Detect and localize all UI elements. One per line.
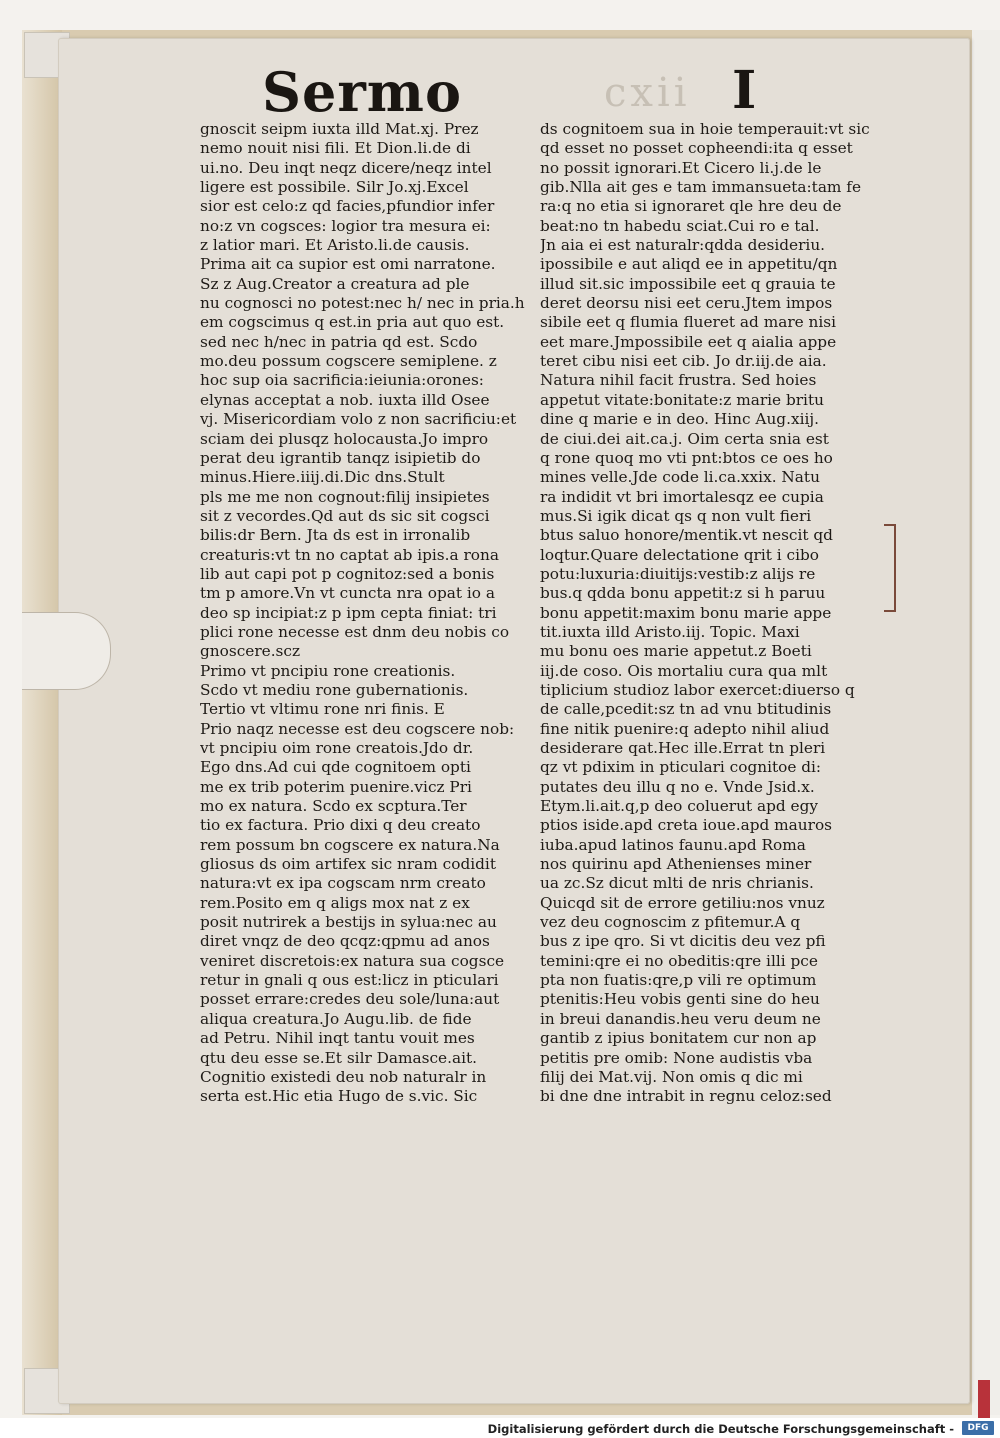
text-line: serta est.Hic etia Hugo de s.vic. Sic xyxy=(200,1087,478,1106)
text-line: eet mare.Jmpossibile eet q aialia appe xyxy=(540,332,837,351)
text-column-right xyxy=(540,120,880,1107)
text-line: ua zc.Sz dicut mlti de nris chrianis. xyxy=(540,874,814,893)
text-line: vez deu cognoscim z pfitemur.A q xyxy=(540,913,801,932)
text-line: qd esset no posset copheendi:ita q esset xyxy=(540,139,853,158)
text-line: deret deorsu nisi eet ceru.Jtem impos xyxy=(540,294,833,313)
text-line: tio ex factura. Prio dixi q deu creato xyxy=(200,816,481,835)
text-line: Ego dns.Ad cui qde cognitoem opti xyxy=(200,758,471,777)
text-line: sed nec h/nec in patria qd est. Scdo xyxy=(200,332,478,351)
text-line: pta non fuatis:qre,p vili re optimum xyxy=(540,971,817,990)
text-line: tit.iuxta illd Aristo.iij. Topic. Maxi xyxy=(540,622,800,641)
text-line: natura:vt ex ipa cogscam nrm creato xyxy=(200,874,486,893)
funding-credit: Digitalisierung gefördert durch die Deutsche Forschungsgemeinschaft - xyxy=(487,1422,954,1436)
text-line: Cognitio existedi deu nob naturalr in xyxy=(200,1067,487,1086)
text-line: sior est celo:z qd facies,pfundior infer xyxy=(200,197,495,216)
text-line: q rone quoq mo vti pnt:btos ce oes ho xyxy=(540,448,833,467)
text-line: posit nutrirek a bestijs in sylua:nec au xyxy=(200,913,497,932)
text-line: rem.Posito em q aligs mox nat z ex xyxy=(200,893,470,912)
text-line: qtu deu esse se.Et silr Damasce.ait. xyxy=(200,1048,477,1067)
text-line: tm p amore.Vn vt cuncta nra opat io a xyxy=(200,584,495,603)
text-line: ptios iside.apd creta ioue.apd mauros xyxy=(540,816,833,835)
text-line: nemo nouit nisi fili. Et Dion.li.de di xyxy=(200,139,471,158)
text-line: Etym.li.ait.q,p deo coluerut apd egy xyxy=(540,797,819,816)
text-line: minus.Hiere.iiij.di.Dic dns.Stult xyxy=(200,468,445,487)
bleed-through-text: cxii xyxy=(604,70,691,116)
page-heading: Sermo xyxy=(262,60,462,124)
text-line: bonu appetit:maxim bonu marie appe xyxy=(540,603,832,622)
text-line: plici rone necesse est dnm deu nobis co xyxy=(200,622,510,641)
text-line: iij.de coso. Ois mortaliu cura qua mlt xyxy=(540,661,828,680)
dfg-logo: DFG xyxy=(962,1421,994,1435)
text-line: sciam dei plusqz holocausta.Jo impro xyxy=(200,429,489,448)
text-line: ptenitis:Heu vobis genti sine do heu xyxy=(540,990,820,1009)
text-column-left xyxy=(200,120,540,1107)
text-line: mo ex natura. Scdo ex scptura.Ter xyxy=(200,797,467,816)
text-line: in breui danandis.heu veru deum ne xyxy=(540,1009,821,1028)
text-line: veniret discretois:ex natura sua cogsce xyxy=(200,951,505,970)
text-line: de ciui.dei ait.ca.j. Oim certa snia est xyxy=(540,429,829,448)
text-line: temini:qre ei no obeditis:qre illi pce xyxy=(540,951,818,970)
text-line: mu bonu oes marie appetut.z Boeti xyxy=(540,642,812,661)
text-line: Natura nihil facit frustra. Sed hoies xyxy=(540,371,817,390)
text-line: tiplicium studioz labor exercet:diuerso q xyxy=(540,680,855,699)
text-line: de calle,pcedit:sz tn ad vnu btitudinis xyxy=(540,700,832,719)
text-line: nu cognosci no potest:nec h/ nec in pria.h xyxy=(200,294,525,313)
text-line: bilis:dr Bern. Jta ds est in irronalib xyxy=(200,526,471,545)
text-line: dine q marie e in deo. Hinc Aug.xiij. xyxy=(540,410,819,429)
text-line: bus.q qdda bonu appetit:z si h paruu xyxy=(540,584,826,603)
text-line: no possit ignorari.Et Cicero li.j.de le xyxy=(540,158,822,177)
text-line: ra:q no etia si ignoraret qle hre deu de xyxy=(540,197,842,216)
text-line: Sz z Aug.Creator a creatura ad ple xyxy=(200,274,470,293)
text-line: ligere est possibile. Silr Jo.xj.Excel xyxy=(200,178,469,197)
text-line: gliosus ds oim artifex sic nram codidit xyxy=(200,855,496,874)
text-line: desiderare qat.Hec ille.Errat tn pleri xyxy=(540,739,826,757)
text-line: petitis pre omib: None audistis vba xyxy=(540,1048,813,1067)
text-line: pls me me non cognout:filij insipietes xyxy=(200,487,490,506)
text-line: vt pncipiu oim rone creatois.Jdo dr. xyxy=(200,739,474,757)
text-line: bi dne dne intrabit in regnu celoz:sed xyxy=(540,1087,832,1106)
text-line: z latior mari. Et Aristo.li.de causis. xyxy=(200,236,470,255)
text-line: ra indidit vt bri imortalesqz ee cupia xyxy=(540,487,824,506)
text-line: putates deu illu q no e. Vnde Jsid.x. xyxy=(540,777,815,796)
text-line: beat:no tn habedu sciat.Cui ro e tal. xyxy=(540,216,820,235)
text-line: fine nitik puenire:q adepto nihil aliud xyxy=(540,719,830,738)
text-line: appetut vitate:bonitate:z marie britu xyxy=(540,390,824,409)
text-line: gantib z ipius bonitatem cur non ap xyxy=(540,1029,817,1048)
text-line: ipossibile e aut aliqd ee in appetitu/qn xyxy=(540,255,838,274)
text-line: Scdo vt mediu rone gubernationis. xyxy=(200,680,469,699)
text-line: Primo vt pncipiu rone creationis. xyxy=(200,661,456,680)
text-line: me ex trib poterim puenire.vicz Pri xyxy=(200,777,472,796)
bookmark-ribbon xyxy=(978,1380,990,1418)
text-line: hoc sup oia sacrificia:ieiunia:orones: xyxy=(200,371,484,390)
text-line: illud sit.sic impossibile eet q grauia te xyxy=(540,274,836,293)
text-line: perat deu igrantib tanqz isipietib do xyxy=(200,448,481,467)
text-line: mus.Si igik dicat qs q non vult fieri xyxy=(540,506,812,525)
text-line: posset errare:credes deu sole/luna:aut xyxy=(200,990,500,1009)
text-line: btus saluo honore/mentik.vt nescit qd xyxy=(540,526,833,545)
right-margin-band xyxy=(972,30,1000,1415)
text-line: mo.deu possum cogscere semiplene. z xyxy=(200,352,497,371)
text-line: iuba.apud latinos faunu.apd Roma xyxy=(540,835,806,854)
folio-number: I xyxy=(732,60,757,121)
text-line: ad Petru. Nihil inqt tantu vouit mes xyxy=(200,1029,475,1048)
text-line: Prima ait ca supior est omi narratone. xyxy=(200,255,496,274)
text-line: Tertio vt vltimu rone nri finis. E xyxy=(200,700,445,719)
text-line: gnoscere.scz xyxy=(200,642,301,661)
text-line: filij dei Mat.vij. Non omis q dic mi xyxy=(540,1067,803,1086)
text-line: rem possum bn cogscere ex natura.Na xyxy=(200,835,500,854)
text-line: vj. Misericordiam volo z non sacrificiu:et xyxy=(200,410,517,429)
text-line: ds cognitoem sua in hoie temperauit:vt sic xyxy=(540,120,870,138)
text-line: elynas acceptat a nob. iuxta illd Osee xyxy=(200,390,490,409)
text-line: nos quirinu apd Athenienses miner xyxy=(540,855,812,874)
text-line: Prio naqz necesse est deu cogscere nob: xyxy=(200,719,515,738)
text-line: sibile eet q flumia flueret ad mare nisi xyxy=(540,313,837,332)
text-line: gnoscit seipm iuxta illd Mat.xj. Prez xyxy=(200,120,479,138)
text-line: em cogscimus q est.in pria aut quo est. xyxy=(200,313,505,332)
text-line: Quicqd sit de errore getiliu:nos vnuz xyxy=(540,893,825,912)
text-line: teret cibu nisi eet cib. Jo dr.iij.de aia. xyxy=(540,352,827,371)
text-line: loqtur.Quare delectatione qrit i cibo xyxy=(540,545,819,564)
text-line: potu:luxuria:diuitijs:vestib:z alijs re xyxy=(540,564,816,583)
text-line: bus z ipe qro. Si vt dicitis deu vez pfi xyxy=(540,932,826,951)
text-line: diret vnqz de deo qcqz:qpmu ad anos xyxy=(200,932,490,951)
text-line: ui.no. Deu inqt neqz dicere/neqz intel xyxy=(200,158,492,177)
text-line: creaturis:vt tn no captat ab ipis.a rona xyxy=(200,545,499,564)
text-line: gib.Nlla ait ges e tam immansueta:tam fe xyxy=(540,178,862,197)
text-line: aliqua creatura.Jo Augu.lib. de fide xyxy=(200,1009,472,1028)
text-line: retur in gnali q ous est:licz in pticulari xyxy=(200,971,499,990)
text-line: no:z vn cogsces: logior tra mesura ei: xyxy=(200,216,491,235)
text-line: qz vt pdixim in pticulari cognitoe di: xyxy=(540,758,822,777)
text-line: mines velle.Jde code li.ca.xxix. Natu xyxy=(540,468,820,487)
margin-bracket-mark xyxy=(884,524,896,612)
paper-tab-slip xyxy=(22,612,111,690)
board-edge xyxy=(22,30,62,1415)
text-line: deo sp incipiat:z p ipm cepta finiat: tri xyxy=(200,603,497,622)
text-line: Jn aia ei est naturalr:qdda desideriu. xyxy=(540,236,826,255)
text-line: lib aut capi pot p cognitoz:sed a bonis xyxy=(200,564,495,583)
text-line: sit z vecordes.Qd aut ds sic sit cogsci xyxy=(200,506,490,525)
